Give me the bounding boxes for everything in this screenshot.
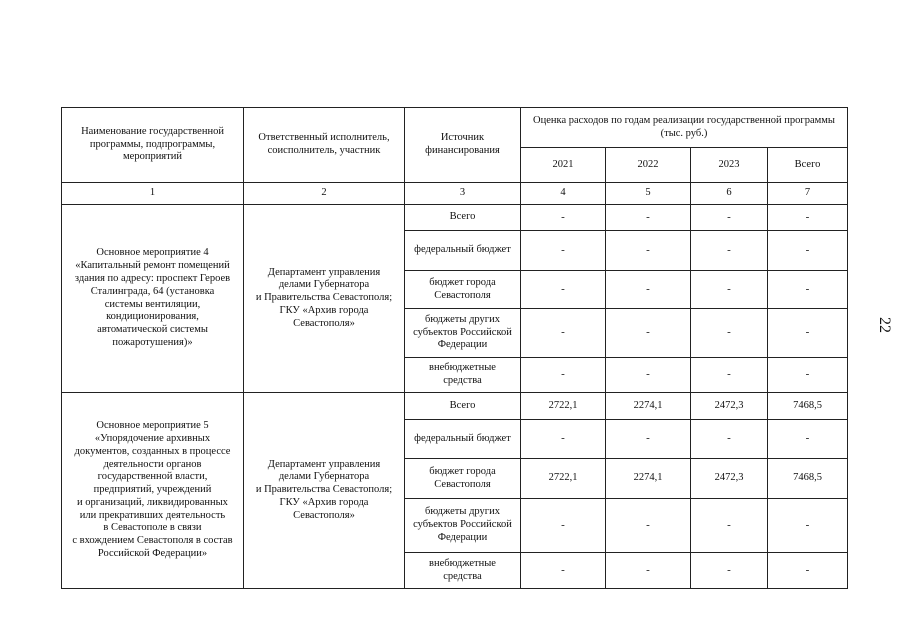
year-value-cell: -: [606, 499, 691, 553]
table-row: [62, 205, 848, 231]
executor-line: и Правительства Севастополя;: [255, 292, 393, 304]
funding-source-cell: [405, 459, 521, 499]
funding-source-cell: [405, 309, 521, 358]
year-value-cell: -: [606, 420, 691, 459]
year-value-cell: -: [606, 231, 691, 271]
funding-source-cell: [405, 271, 521, 309]
event-name-line: системы вентиляции,: [104, 298, 201, 310]
year-value-cell: -: [606, 271, 691, 309]
year-value-cell: -: [691, 420, 768, 459]
funding-source-cell: [405, 205, 521, 231]
event-name-line: с вхождением Севастополя в состав: [72, 535, 233, 547]
funding-source-line: бюджет города: [429, 276, 496, 288]
funding-source-line: средства: [443, 375, 482, 386]
event-name-line: «Капитальный ремонт помещений: [75, 260, 230, 272]
event-name-line: Сталинграда, 64 (установка: [90, 285, 215, 297]
funding-source-cell: [405, 499, 521, 553]
funding-source-cell: [405, 420, 521, 459]
event-name-line: или прекративших деятельность: [79, 509, 226, 521]
executor-line: делами Губернатора: [278, 279, 370, 291]
year-value-cell: 2274,1: [606, 393, 691, 420]
header-year: 2023: [691, 148, 768, 183]
funding-source-line: Всего: [449, 399, 476, 411]
year-value-cell: -: [521, 205, 606, 231]
event-name-line: Основное мероприятие 5: [96, 420, 209, 432]
column-number: 2: [244, 183, 405, 205]
event-name-line: документов, созданных в процессе: [74, 445, 231, 457]
total-value-cell: 7468,5: [768, 459, 848, 499]
year-value-cell: -: [521, 553, 606, 589]
funding-source-line: Федерации: [437, 531, 488, 543]
table-row: [62, 393, 848, 420]
year-value-cell: -: [521, 499, 606, 553]
header-year: 2021: [521, 148, 606, 183]
total-value-cell: -: [768, 553, 848, 589]
funding-source-line: Севастополя: [434, 289, 491, 301]
funding-source-line: субъектов Российской: [413, 326, 512, 338]
funding-source-cell: [405, 358, 521, 393]
funding-source-line: бюджеты других: [425, 506, 500, 518]
header-year: 2022: [606, 148, 691, 183]
executor-line: Департамент управления: [267, 458, 381, 470]
executor-line: ГКУ «Архив города: [279, 496, 369, 508]
total-value-cell: -: [768, 309, 848, 358]
event-name-line: и организаций, ликвидированных: [77, 496, 228, 508]
funding-source-line: средства: [443, 570, 482, 582]
year-value-cell: 2472,3: [691, 393, 768, 420]
year-value-cell: -: [521, 271, 606, 309]
event-name-line: предприятий, учреждений: [93, 484, 212, 496]
executor-line: и Правительства Севастополя;: [255, 484, 393, 496]
year-value-cell: -: [521, 309, 606, 358]
funding-source-line: внебюджетные: [429, 557, 496, 569]
executor-line: Севастополя»: [293, 317, 355, 329]
year-value-cell: -: [521, 420, 606, 459]
year-value-cell: -: [691, 271, 768, 309]
header-name: Наименование государственной программы, подпрограммы, мероприятий: [62, 108, 244, 183]
total-value-cell: -: [768, 205, 848, 231]
total-value-cell: -: [768, 420, 848, 459]
event-name-cell: [62, 393, 244, 589]
total-value-cell: 7468,5: [768, 393, 848, 420]
funding-source-line: Всего: [449, 211, 476, 223]
funding-source-line: федеральный бюджет: [414, 244, 511, 256]
event-name-line: автоматической системы: [97, 324, 208, 336]
year-value-cell: -: [691, 553, 768, 589]
funding-source-line: внебюджетные: [429, 362, 496, 374]
year-value-cell: -: [691, 231, 768, 271]
column-number: 4: [521, 183, 606, 205]
column-number: 7: [768, 183, 848, 205]
funding-source-line: Севастополя: [434, 478, 491, 490]
event-name-line: Основное мероприятие 4: [96, 247, 209, 259]
year-value-cell: 2722,1: [521, 459, 606, 499]
executor-line: Департамент управления: [267, 266, 381, 278]
header-executor: Ответственный исполнитель, соисполнитель, участник: [244, 108, 405, 183]
table-body: [62, 108, 848, 589]
funding-source-line: бюджет города: [429, 465, 496, 477]
total-value-cell: -: [768, 358, 848, 393]
year-value-cell: 2722,1: [521, 393, 606, 420]
year-value-cell: 2472,3: [691, 459, 768, 499]
header-estimate: Оценка расходов по годам реализации государственной программы (тыс. руб.): [521, 108, 848, 148]
year-value-cell: -: [691, 309, 768, 358]
funding-source-line: Федерации: [437, 339, 488, 351]
year-value-cell: -: [606, 358, 691, 393]
funding-source-line: бюджеты других: [425, 313, 500, 325]
page-number: 22: [876, 317, 893, 333]
event-name-line: Российской Федерации»: [97, 548, 208, 560]
event-name-line: пожаротушения)»: [112, 336, 193, 348]
header-row-1: [62, 108, 848, 148]
funding-source-cell: [405, 393, 521, 420]
header-source: Источник финансирования: [405, 108, 521, 183]
executor-line: Севастополя»: [293, 509, 355, 521]
total-value-cell: -: [768, 499, 848, 553]
event-name-line: «Упорядочение архивных: [94, 432, 211, 444]
year-value-cell: -: [691, 499, 768, 553]
total-value-cell: -: [768, 231, 848, 271]
year-value-cell: -: [691, 205, 768, 231]
header-year-total: Всего: [768, 148, 848, 183]
year-value-cell: -: [606, 553, 691, 589]
executor-cell: [244, 393, 405, 589]
total-value-cell: -: [768, 271, 848, 309]
funding-source-cell: [405, 231, 521, 271]
event-name-line: деятельности органов: [103, 458, 202, 470]
column-number-row: [62, 183, 848, 205]
year-value-cell: -: [691, 358, 768, 393]
column-number: 1: [62, 183, 244, 205]
expenses-table: [61, 107, 848, 589]
year-value-cell: -: [521, 358, 606, 393]
year-value-cell: -: [521, 231, 606, 271]
event-name-line: в Севастополе в связи: [103, 522, 202, 534]
column-number: 6: [691, 183, 768, 205]
year-value-cell: 2274,1: [606, 459, 691, 499]
event-name-line: государственной власти,: [97, 471, 208, 483]
event-name-cell: [62, 205, 244, 393]
executor-line: ГКУ «Архив города: [279, 304, 369, 316]
event-name-line: здания по адресу: проспект Героев: [74, 272, 231, 284]
year-value-cell: -: [606, 309, 691, 358]
executor-cell: [244, 205, 405, 393]
executor-line: делами Губернатора: [278, 471, 370, 483]
column-number: 3: [405, 183, 521, 205]
funding-source-line: федеральный бюджет: [414, 432, 511, 444]
funding-source-cell: [405, 553, 521, 589]
year-value-cell: -: [606, 205, 691, 231]
column-number: 5: [606, 183, 691, 205]
funding-source-line: субъектов Российской: [413, 519, 512, 531]
event-name-line: кондиционирования,: [106, 311, 199, 323]
